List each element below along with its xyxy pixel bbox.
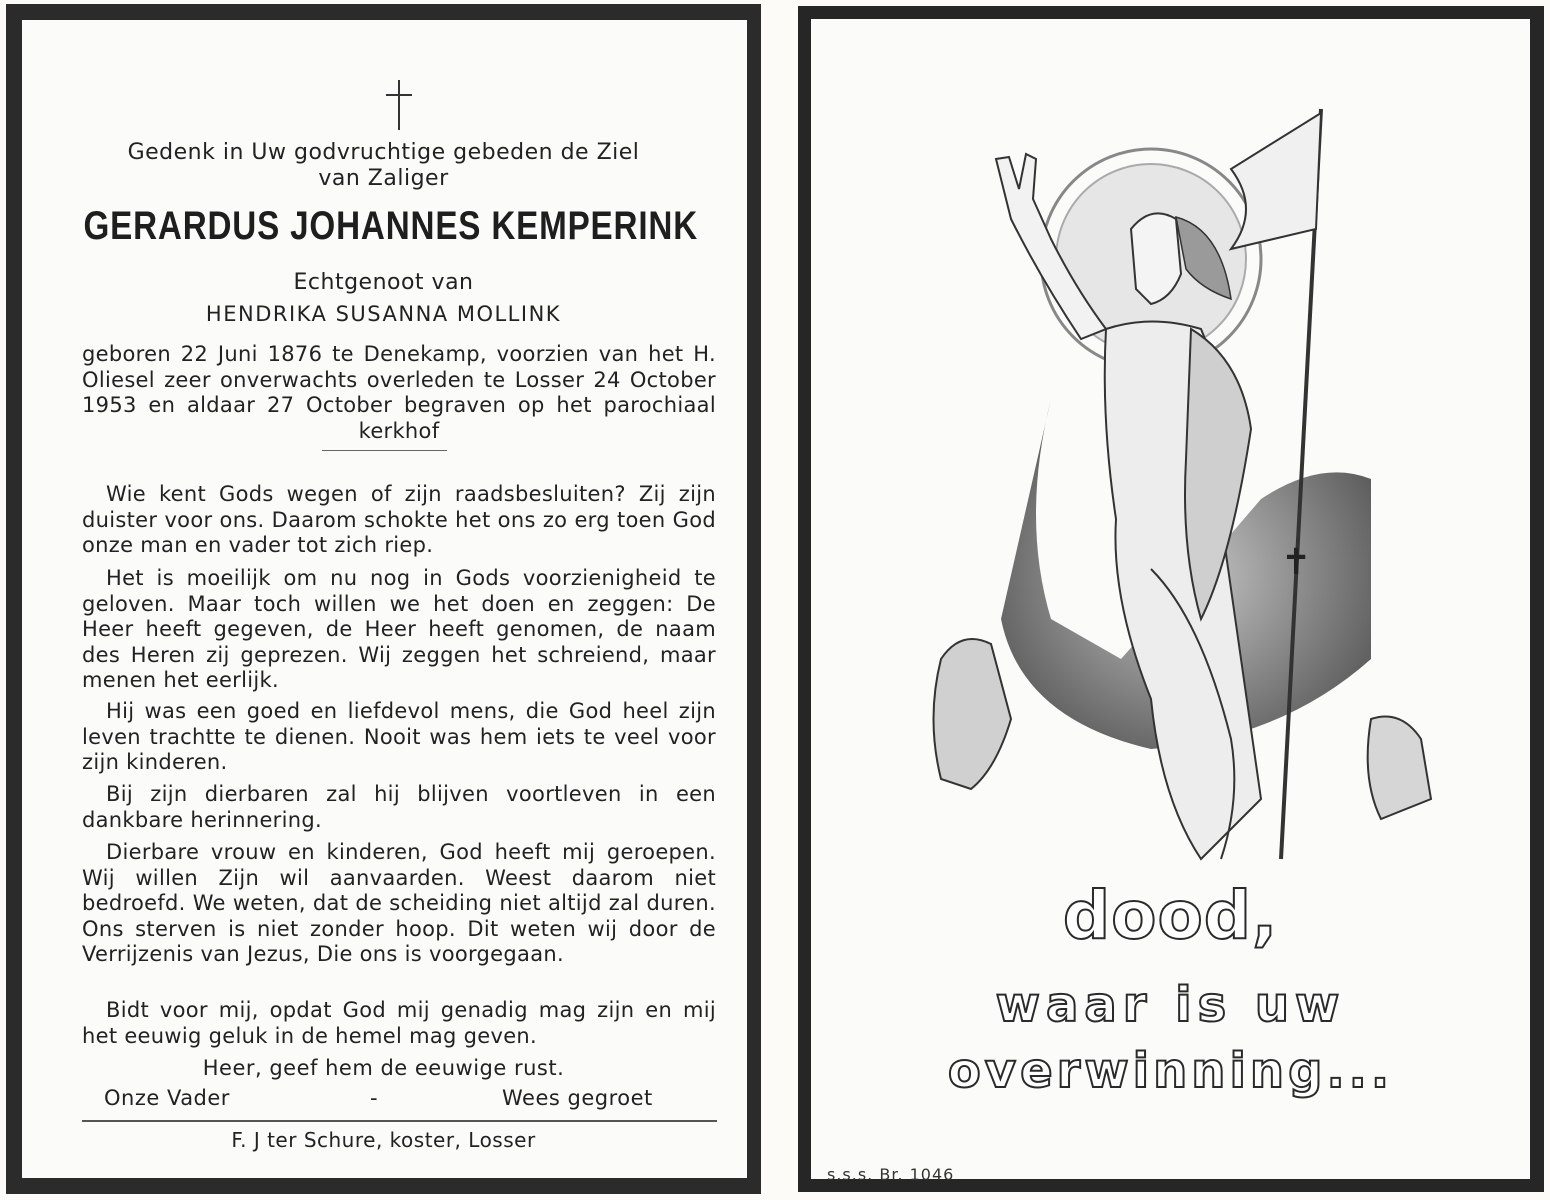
spouse-name: HENDRIKA SUSANNA MOLLINK xyxy=(205,302,562,326)
paragraph-2: Het is moeilijk om nu nog in Gods voorzienigheid te geloven. Maar toch willen we het doen en zeggen: De Heer heeft gegeven, de Heer heeft genomen, de naam des Heren zij geprezen. Wij zeggen het schreiend, maar menen het eerlijk. xyxy=(82,566,716,692)
spouse-label: Echtgenoot van xyxy=(293,270,474,295)
motto-line-3: overwinning... xyxy=(947,1043,1394,1099)
biography: geboren 22 Juni 1876 te Denekamp, voorzien van het H. Oliesel zeer onverwachts overleden te Losser 24 October 1953 en aldaar 27 October begraven op het parochiaal kerkhof xyxy=(82,342,716,443)
intro-line-2: van Zaliger xyxy=(318,166,449,191)
memorial-card-image-side xyxy=(798,6,1544,1192)
risen-christ-illustration xyxy=(901,99,1461,899)
prayer-separator: - xyxy=(370,1086,379,1110)
paragraph-6: Bidt voor mij, opdat God mij genadig mag zijn en mij het eeuwig geluk in de hemel mag geven. xyxy=(82,998,716,1048)
cross-icon xyxy=(384,80,414,130)
closing-line: Heer, geef hem de eeuwige rust. xyxy=(202,1056,565,1080)
bottom-divider xyxy=(82,1120,717,1122)
paragraph-3: Hij was een goed en liefdevol mens, die God heel zijn leven trachtte te dienen. Nooit was hem iets te veel voor zijn kinderen. xyxy=(82,699,716,774)
divider xyxy=(322,450,447,451)
motto-line-2: waar is uw xyxy=(995,977,1346,1033)
deceased-name: GERARDUS JOHANNES KEMPERINK xyxy=(83,204,699,248)
motto-line-1: dood, xyxy=(1062,877,1279,954)
memorial-card-text-side xyxy=(6,4,761,1194)
paragraph-4: Bij zijn dierbaren zal hij blijven voortleven in een dankbare herinnering. xyxy=(82,782,716,832)
prayer-hail-mary: Wees gegroet xyxy=(502,1086,653,1110)
printer-credit: F. J ter Schure, koster, Losser xyxy=(231,1128,536,1152)
paragraph-1: Wie kent Gods wegen of zijn raadsbesluiten? Zij zijn duister voor ons. Daarom schokte het ons zo erg toen God onze man en vader tot zich riep. xyxy=(82,482,716,557)
intro-line-1: Gedenk in Uw godvruchtige gebeden de Ziel xyxy=(127,140,640,165)
prayer-our-father: Onze Vader xyxy=(104,1086,230,1110)
card-reference: s.s.s. Br. 1046 xyxy=(827,1165,955,1184)
paragraph-5: Dierbare vrouw en kinderen, God heeft mij geroepen. Wij willen Zijn wil aanvaarden. Weest daarom niet bedroefd. We weten, dat de scheiding niet altijd zal duren. Ons sterven is niet zonder hoop. Dit weten wij door de Verrijzenis van Jezus, Die ons is voorgegaan. xyxy=(82,840,716,966)
svg-text:✝: ✝ xyxy=(1281,542,1312,583)
